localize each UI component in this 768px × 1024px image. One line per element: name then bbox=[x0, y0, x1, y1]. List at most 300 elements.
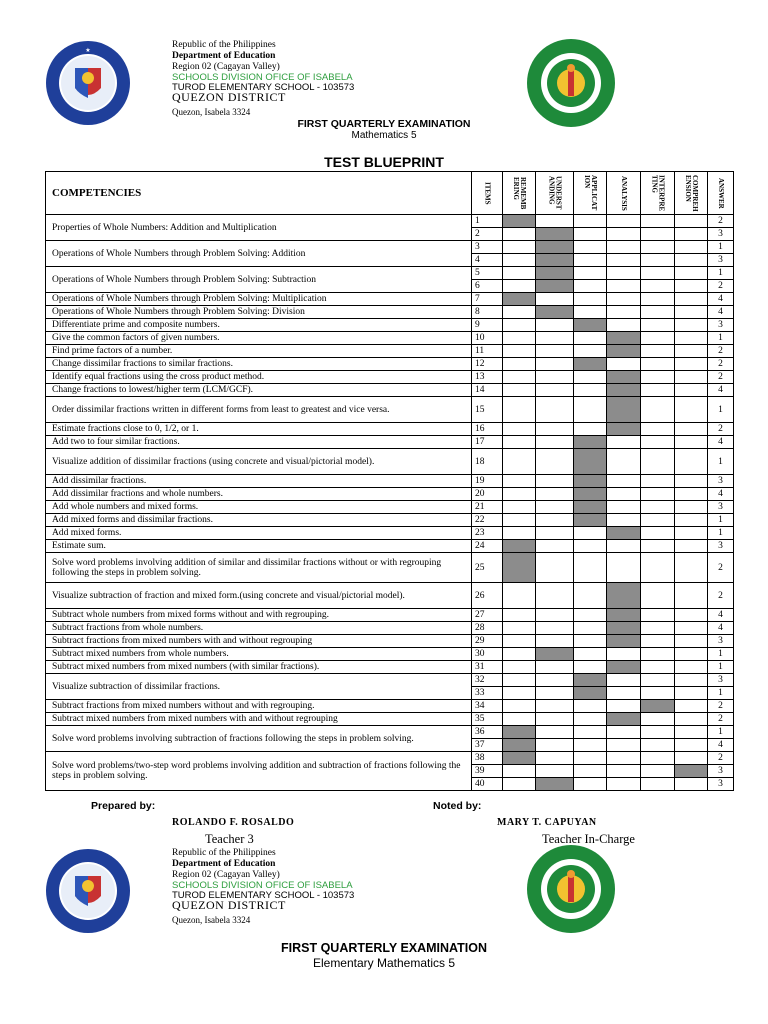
answer-cell: 2 bbox=[708, 752, 734, 765]
table-row bbox=[46, 306, 734, 319]
item-number-cell: 39 bbox=[472, 765, 503, 778]
header-row bbox=[46, 172, 734, 215]
answer-cell: 3 bbox=[708, 475, 734, 488]
table-row bbox=[46, 436, 734, 449]
answer-cell: 1 bbox=[708, 449, 734, 475]
competency-cell: Operations of Whole Numbers through Problem Solving: Subtraction bbox=[46, 267, 472, 293]
answer-cell: 4 bbox=[708, 609, 734, 622]
level-cell bbox=[607, 540, 641, 553]
item-number-cell: 20 bbox=[472, 488, 503, 501]
level-cell bbox=[607, 215, 641, 228]
table-row bbox=[46, 449, 734, 475]
level-cell bbox=[536, 241, 574, 254]
competency-cell: Visualize subtraction of fraction and mixed form.(using concrete and visual/pictorial model). bbox=[46, 583, 472, 609]
answer-cell: 4 bbox=[708, 622, 734, 635]
header-items-cell bbox=[472, 172, 503, 215]
level-cell bbox=[641, 661, 675, 674]
level-cell bbox=[503, 778, 536, 791]
level-cell bbox=[536, 739, 574, 752]
level-cell bbox=[536, 527, 574, 540]
answer-cell: 3 bbox=[708, 319, 734, 332]
header-answer: ANSWER bbox=[717, 177, 725, 209]
answer-cell: 4 bbox=[708, 488, 734, 501]
item-number-cell: 13 bbox=[472, 371, 503, 384]
competency-cell: Add two to four similar fractions. bbox=[46, 436, 472, 449]
level-cell bbox=[574, 215, 607, 228]
item-number-cell: 6 bbox=[472, 280, 503, 293]
level-cell bbox=[641, 501, 675, 514]
level-cell bbox=[574, 423, 607, 436]
answer-cell: 2 bbox=[708, 583, 734, 609]
level-cell bbox=[503, 306, 536, 319]
header2-school: TUROD ELEMENTARY SCHOOL - 103573 bbox=[172, 890, 355, 901]
header2-district: QUEZON DISTRICT bbox=[172, 898, 286, 912]
level-cell bbox=[675, 306, 708, 319]
header2-address: Quezon, Isabela 3324 bbox=[172, 915, 251, 925]
answer-cell: 1 bbox=[708, 527, 734, 540]
level-cell bbox=[675, 436, 708, 449]
header-interpreting-cell bbox=[641, 172, 675, 215]
item-number-cell: 2 bbox=[472, 228, 503, 241]
level-cell bbox=[675, 739, 708, 752]
header-application-cell bbox=[574, 172, 607, 215]
prepared-by-label: Prepared by: bbox=[91, 800, 156, 812]
level-cell bbox=[641, 436, 675, 449]
item-number-cell: 37 bbox=[472, 739, 503, 752]
level-cell bbox=[641, 540, 675, 553]
table-row bbox=[46, 397, 734, 423]
level-cell bbox=[607, 778, 641, 791]
level-cell bbox=[536, 778, 574, 791]
item-number-cell: 32 bbox=[472, 674, 503, 687]
answer-cell: 3 bbox=[708, 674, 734, 687]
table-row bbox=[46, 241, 734, 254]
level-cell bbox=[574, 241, 607, 254]
competency-cell: Give the common factors of given numbers. bbox=[46, 332, 472, 345]
level-cell bbox=[503, 293, 536, 306]
level-cell bbox=[607, 648, 641, 661]
competency-cell: Differentiate prime and composite numbers. bbox=[46, 319, 472, 332]
table-row bbox=[46, 648, 734, 661]
table-row bbox=[46, 332, 734, 345]
competency-cell: Identify equal fractions using the cross product method. bbox=[46, 371, 472, 384]
level-cell bbox=[607, 423, 641, 436]
item-number-cell: 28 bbox=[472, 622, 503, 635]
level-cell bbox=[641, 739, 675, 752]
answer-cell: 2 bbox=[708, 358, 734, 371]
answer-cell: 4 bbox=[708, 436, 734, 449]
level-cell bbox=[574, 726, 607, 739]
header2-republic: Republic of the Philippines bbox=[172, 848, 276, 858]
level-cell bbox=[675, 228, 708, 241]
level-cell bbox=[607, 436, 641, 449]
answer-cell: 3 bbox=[708, 501, 734, 514]
level-cell bbox=[574, 332, 607, 345]
level-cell bbox=[536, 540, 574, 553]
level-cell bbox=[675, 241, 708, 254]
item-number-cell: 4 bbox=[472, 254, 503, 267]
level-cell bbox=[607, 700, 641, 713]
level-cell bbox=[641, 648, 675, 661]
level-cell bbox=[503, 540, 536, 553]
item-number-cell: 7 bbox=[472, 293, 503, 306]
level-cell bbox=[675, 345, 708, 358]
header-republic: Republic of the Philippines bbox=[172, 40, 276, 50]
page2-exam-title: FIRST QUARTERLY EXAMINATION bbox=[280, 941, 488, 955]
level-cell bbox=[641, 397, 675, 423]
competency-cell: Change fractions to lowest/higher term (LCM/GCF). bbox=[46, 384, 472, 397]
level-cell bbox=[574, 540, 607, 553]
answer-cell: 3 bbox=[708, 254, 734, 267]
competency-cell: Solve word problems involving subtraction of fractions following the steps in problem solving. bbox=[46, 726, 472, 752]
competency-cell: Find prime factors of a number. bbox=[46, 345, 472, 358]
level-cell bbox=[607, 713, 641, 726]
level-cell bbox=[503, 215, 536, 228]
preparer-name: ROLANDO F. ROSALDO bbox=[172, 817, 295, 828]
header2-division: SCHOOLS DIVISION OFICE OF ISABELA bbox=[172, 880, 353, 891]
table-row bbox=[46, 384, 734, 397]
level-cell bbox=[675, 609, 708, 622]
level-cell bbox=[675, 674, 708, 687]
preparer-title: Teacher 3 bbox=[205, 832, 254, 846]
level-cell bbox=[607, 345, 641, 358]
level-cell bbox=[503, 228, 536, 241]
level-cell bbox=[607, 228, 641, 241]
item-number-cell: 15 bbox=[472, 397, 503, 423]
level-cell bbox=[675, 319, 708, 332]
level-cell bbox=[574, 254, 607, 267]
answer-cell: 1 bbox=[708, 726, 734, 739]
level-cell bbox=[641, 371, 675, 384]
level-cell bbox=[675, 384, 708, 397]
level-cell bbox=[503, 449, 536, 475]
exam-subject: Mathematics 5 bbox=[351, 130, 417, 141]
item-number-cell: 9 bbox=[472, 319, 503, 332]
item-number-cell: 1 bbox=[472, 215, 503, 228]
item-number-cell: 21 bbox=[472, 501, 503, 514]
level-cell bbox=[675, 423, 708, 436]
level-cell bbox=[536, 254, 574, 267]
level-cell bbox=[503, 501, 536, 514]
competency-cell: Add whole numbers and mixed forms. bbox=[46, 501, 472, 514]
item-number-cell: 12 bbox=[472, 358, 503, 371]
item-number-cell: 36 bbox=[472, 726, 503, 739]
item-number-cell: 16 bbox=[472, 423, 503, 436]
answer-cell: 1 bbox=[708, 241, 734, 254]
level-cell bbox=[536, 293, 574, 306]
level-cell bbox=[641, 527, 675, 540]
exam-title: FIRST QUARTERLY EXAMINATION bbox=[297, 118, 471, 130]
level-cell bbox=[503, 661, 536, 674]
level-cell bbox=[607, 583, 641, 609]
level-cell bbox=[536, 475, 574, 488]
level-cell bbox=[503, 752, 536, 765]
level-cell bbox=[574, 371, 607, 384]
level-cell bbox=[641, 583, 675, 609]
level-cell bbox=[503, 345, 536, 358]
competency-cell: Subtract fractions from mixed numbers with and without regrouping bbox=[46, 635, 472, 648]
level-cell bbox=[503, 765, 536, 778]
level-cell bbox=[574, 280, 607, 293]
item-number-cell: 40 bbox=[472, 778, 503, 791]
level-cell bbox=[503, 371, 536, 384]
deped-right-seal-icon bbox=[526, 38, 616, 128]
answer-cell: 2 bbox=[708, 371, 734, 384]
level-cell bbox=[503, 687, 536, 700]
level-cell bbox=[607, 267, 641, 280]
blueprint-table bbox=[45, 171, 734, 791]
item-number-cell: 19 bbox=[472, 475, 503, 488]
level-cell bbox=[503, 254, 536, 267]
level-cell bbox=[574, 622, 607, 635]
level-cell bbox=[641, 280, 675, 293]
level-cell bbox=[536, 215, 574, 228]
item-number-cell: 35 bbox=[472, 713, 503, 726]
level-cell bbox=[536, 752, 574, 765]
header-remembering-cell bbox=[503, 172, 536, 215]
level-cell bbox=[641, 384, 675, 397]
deped-left-seal-icon bbox=[45, 40, 131, 126]
level-cell bbox=[574, 449, 607, 475]
item-number-cell: 31 bbox=[472, 661, 503, 674]
competency-cell: Add dissimilar fractions. bbox=[46, 475, 472, 488]
item-number-cell: 18 bbox=[472, 449, 503, 475]
level-cell bbox=[503, 553, 536, 583]
level-cell bbox=[641, 254, 675, 267]
level-cell bbox=[536, 501, 574, 514]
svg-text:★: ★ bbox=[85, 47, 91, 54]
level-cell bbox=[675, 332, 708, 345]
table-row bbox=[46, 713, 734, 726]
level-cell bbox=[607, 397, 641, 423]
level-cell bbox=[607, 687, 641, 700]
level-cell bbox=[641, 228, 675, 241]
table-row bbox=[46, 267, 734, 280]
level-cell bbox=[574, 306, 607, 319]
level-cell bbox=[536, 609, 574, 622]
header-comprehension-cell bbox=[675, 172, 708, 215]
level-cell bbox=[574, 475, 607, 488]
table-row bbox=[46, 661, 734, 674]
level-cell bbox=[675, 475, 708, 488]
level-cell bbox=[574, 228, 607, 241]
competency-cell: Operations of Whole Numbers through Problem Solving: Division bbox=[46, 306, 472, 319]
item-number-cell: 11 bbox=[472, 345, 503, 358]
level-cell bbox=[641, 778, 675, 791]
level-cell bbox=[503, 423, 536, 436]
level-cell bbox=[503, 527, 536, 540]
header-department: Department of Education bbox=[172, 51, 276, 61]
level-cell bbox=[574, 674, 607, 687]
level-cell bbox=[536, 228, 574, 241]
level-cell bbox=[503, 475, 536, 488]
table-row bbox=[46, 553, 734, 583]
item-number-cell: 3 bbox=[472, 241, 503, 254]
table-row bbox=[46, 583, 734, 609]
level-cell bbox=[675, 397, 708, 423]
level-cell bbox=[607, 488, 641, 501]
table-row bbox=[46, 345, 734, 358]
level-cell bbox=[607, 609, 641, 622]
level-cell bbox=[574, 553, 607, 583]
table-row bbox=[46, 674, 734, 687]
level-cell bbox=[607, 553, 641, 583]
level-cell bbox=[574, 267, 607, 280]
level-cell bbox=[607, 622, 641, 635]
level-cell bbox=[675, 687, 708, 700]
item-number-cell: 14 bbox=[472, 384, 503, 397]
noter-title: Teacher In-Charge bbox=[542, 832, 635, 846]
item-number-cell: 34 bbox=[472, 700, 503, 713]
header-remembering: REMEMB ERING bbox=[512, 176, 527, 210]
header-answer-cell bbox=[708, 172, 734, 215]
level-cell bbox=[536, 319, 574, 332]
level-cell bbox=[675, 765, 708, 778]
level-cell bbox=[641, 215, 675, 228]
level-cell bbox=[536, 553, 574, 583]
header-analysis: ANALYSIS bbox=[620, 175, 628, 211]
level-cell bbox=[536, 280, 574, 293]
level-cell bbox=[675, 501, 708, 514]
competency-cell: Solve word problems involving addition of similar and dissimilar fractions without or with regrouping following the steps in problem solving. bbox=[46, 553, 472, 583]
level-cell bbox=[641, 449, 675, 475]
level-cell bbox=[536, 306, 574, 319]
level-cell bbox=[607, 280, 641, 293]
level-cell bbox=[641, 700, 675, 713]
level-cell bbox=[536, 423, 574, 436]
level-cell bbox=[574, 319, 607, 332]
level-cell bbox=[503, 609, 536, 622]
level-cell bbox=[503, 635, 536, 648]
answer-cell: 1 bbox=[708, 687, 734, 700]
competency-cell: Estimate fractions close to 0, 1/2, or 1. bbox=[46, 423, 472, 436]
level-cell bbox=[536, 345, 574, 358]
competency-cell: Subtract mixed numbers from mixed numbers (with similar fractions). bbox=[46, 661, 472, 674]
level-cell bbox=[641, 345, 675, 358]
table-row bbox=[46, 527, 734, 540]
level-cell bbox=[675, 358, 708, 371]
header-understanding-cell bbox=[536, 172, 574, 215]
level-cell bbox=[607, 501, 641, 514]
level-cell bbox=[536, 488, 574, 501]
table-row bbox=[46, 514, 734, 527]
level-cell bbox=[503, 700, 536, 713]
header-division: SCHOOLS DIVISION OFICE OF ISABELA bbox=[172, 72, 353, 83]
answer-cell: 2 bbox=[708, 553, 734, 583]
table-row bbox=[46, 501, 734, 514]
item-number-cell: 26 bbox=[472, 583, 503, 609]
item-number-cell: 25 bbox=[472, 553, 503, 583]
deped-right-seal-2-icon bbox=[526, 844, 616, 934]
level-cell bbox=[503, 267, 536, 280]
header-address: Quezon, Isabela 3324 bbox=[172, 107, 251, 117]
header-comprehension: COMPREH ENSION bbox=[684, 174, 699, 212]
level-cell bbox=[641, 674, 675, 687]
competency-cell: Add dissimilar fractions and whole numbers. bbox=[46, 488, 472, 501]
header-school: TUROD ELEMENTARY SCHOOL - 103573 bbox=[172, 82, 355, 93]
answer-cell: 3 bbox=[708, 228, 734, 241]
answer-cell: 2 bbox=[708, 280, 734, 293]
level-cell bbox=[641, 713, 675, 726]
level-cell bbox=[574, 687, 607, 700]
answer-cell: 1 bbox=[708, 514, 734, 527]
level-cell bbox=[574, 436, 607, 449]
item-number-cell: 30 bbox=[472, 648, 503, 661]
table-row bbox=[46, 371, 734, 384]
level-cell bbox=[503, 332, 536, 345]
item-number-cell: 33 bbox=[472, 687, 503, 700]
level-cell bbox=[675, 527, 708, 540]
table-row bbox=[46, 358, 734, 371]
level-cell bbox=[607, 661, 641, 674]
level-cell bbox=[675, 449, 708, 475]
level-cell bbox=[675, 778, 708, 791]
header-district: QUEZON DISTRICT bbox=[172, 90, 286, 104]
level-cell bbox=[607, 674, 641, 687]
item-number-cell: 29 bbox=[472, 635, 503, 648]
competency-cell: Operations of Whole Numbers through Problem Solving: Addition bbox=[46, 241, 472, 267]
noted-by-label: Noted by: bbox=[433, 800, 482, 812]
level-cell bbox=[536, 713, 574, 726]
level-cell bbox=[675, 583, 708, 609]
noter-name: MARY T. CAPUYAN bbox=[497, 817, 597, 828]
level-cell bbox=[574, 583, 607, 609]
level-cell bbox=[641, 293, 675, 306]
level-cell bbox=[574, 358, 607, 371]
level-cell bbox=[641, 488, 675, 501]
level-cell bbox=[641, 553, 675, 583]
level-cell bbox=[675, 752, 708, 765]
level-cell bbox=[503, 514, 536, 527]
level-cell bbox=[574, 345, 607, 358]
level-cell bbox=[607, 254, 641, 267]
level-cell bbox=[503, 319, 536, 332]
answer-cell: 2 bbox=[708, 713, 734, 726]
level-cell bbox=[574, 700, 607, 713]
level-cell bbox=[675, 371, 708, 384]
level-cell bbox=[536, 449, 574, 475]
level-cell bbox=[503, 674, 536, 687]
table-row bbox=[46, 423, 734, 436]
level-cell bbox=[574, 635, 607, 648]
level-cell bbox=[536, 661, 574, 674]
table-row bbox=[46, 752, 734, 765]
level-cell bbox=[641, 332, 675, 345]
level-cell bbox=[574, 527, 607, 540]
answer-cell: 3 bbox=[708, 778, 734, 791]
item-number-cell: 8 bbox=[472, 306, 503, 319]
level-cell bbox=[574, 778, 607, 791]
level-cell bbox=[607, 293, 641, 306]
competency-cell: Change dissimilar fractions to similar fractions. bbox=[46, 358, 472, 371]
competency-cell: Add mixed forms and dissimilar fractions. bbox=[46, 514, 472, 527]
level-cell bbox=[503, 488, 536, 501]
level-cell bbox=[607, 319, 641, 332]
level-cell bbox=[641, 514, 675, 527]
table-row bbox=[46, 293, 734, 306]
level-cell bbox=[641, 752, 675, 765]
level-cell bbox=[675, 280, 708, 293]
table-row bbox=[46, 622, 734, 635]
level-cell bbox=[641, 765, 675, 778]
answer-cell: 1 bbox=[708, 661, 734, 674]
item-number-cell: 17 bbox=[472, 436, 503, 449]
level-cell bbox=[574, 713, 607, 726]
level-cell bbox=[607, 527, 641, 540]
level-cell bbox=[675, 553, 708, 583]
level-cell bbox=[536, 267, 574, 280]
level-cell bbox=[607, 475, 641, 488]
